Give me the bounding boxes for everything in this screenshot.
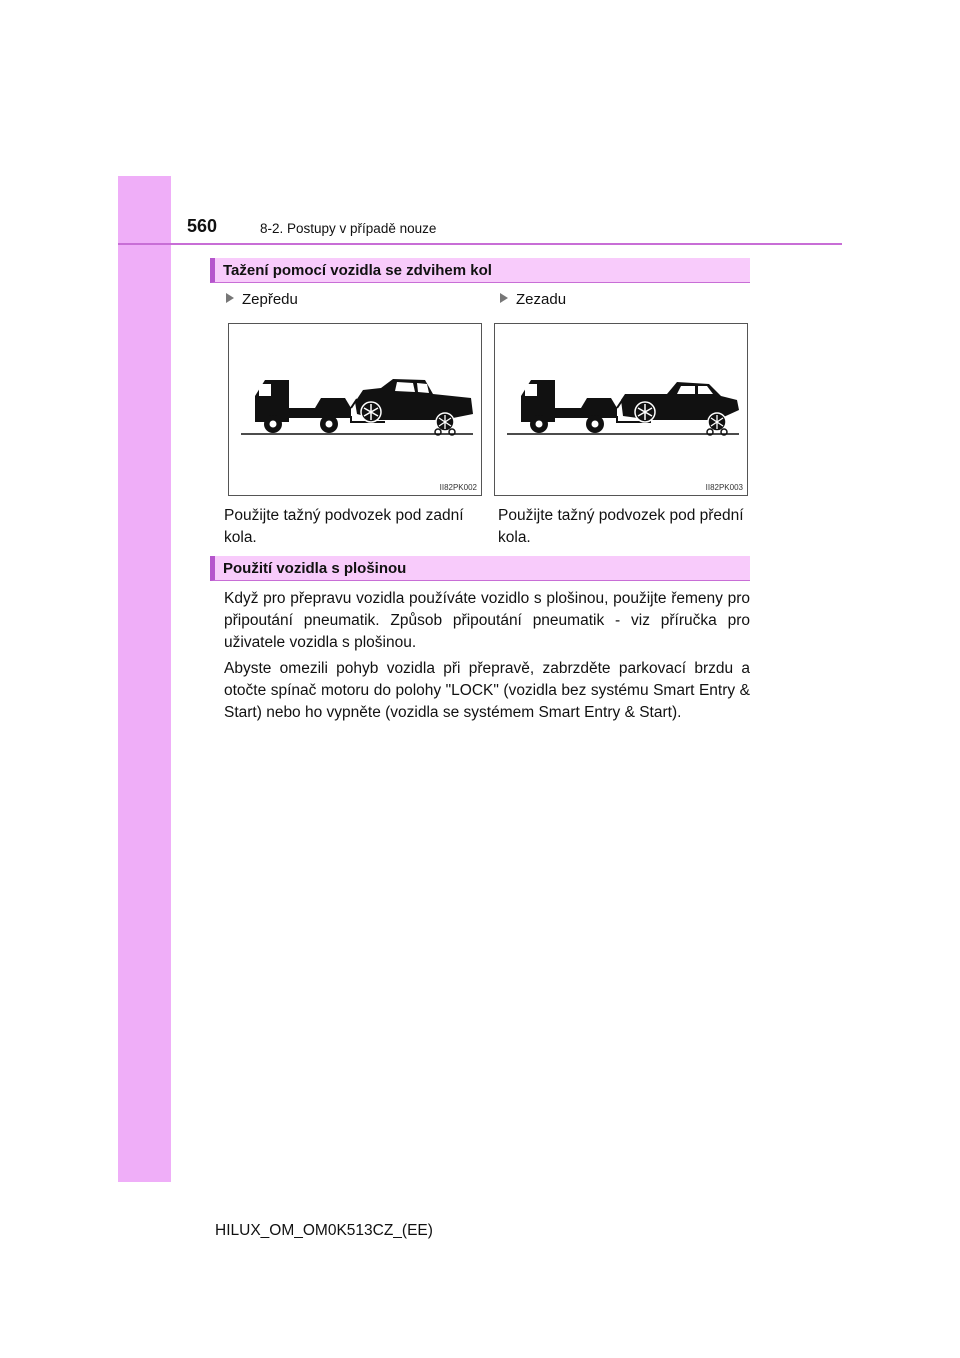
- figure-code: II82PK002: [439, 483, 477, 492]
- subheading-front: [226, 291, 298, 308]
- chapter-side-tab: [118, 176, 171, 1182]
- tow-truck-rear-illustration: [495, 324, 749, 497]
- caption-front: Použijte tažný podvozek pod zadní kola.: [224, 507, 464, 546]
- page-number: 560: [187, 216, 218, 236]
- figure-front-tow: [228, 323, 482, 496]
- caption-rear: Použijte tažný podvozek pod přední kola.: [498, 507, 744, 546]
- footer-doc-code: HILUX_OM_OM0K513CZ_(EE): [215, 1222, 433, 1239]
- paragraph-straps: Když pro přepravu vozidla používáte vozidlo s plošinou, použijte řemeny pro připoutání pneumatik. Způsob připoutání pneumatik - viz příručka pro uživatele vozidla s plošinou.: [224, 590, 750, 651]
- section-heading-flatbed: [210, 556, 750, 581]
- paragraph-parking-brake: Abyste omezili pohyb vozidla při přepravě, zabrzděte parkovací brzdu a otočte spínač motoru do polohy "LOCK" (vozidla bez systému Smart Entry & Start) nebo ho vypněte (vozidla se systémem Smart Entry & Start).: [224, 660, 750, 721]
- subheading-label: Zezadu: [516, 291, 567, 308]
- header-divider: [118, 243, 842, 245]
- section-heading-wheel-lift: [210, 258, 750, 283]
- subheading-label: Zepředu: [242, 291, 298, 308]
- figure-rear-tow: [494, 323, 748, 496]
- section-title: Tažení pomocí vozidla se zdvihem kol: [223, 262, 492, 279]
- header-section-title: 8-2. Postupy v případě nouze: [260, 221, 437, 236]
- triangle-bullet-icon: [500, 293, 508, 303]
- tow-truck-front-illustration: [229, 324, 483, 497]
- triangle-bullet-icon: [226, 293, 234, 303]
- section-title: Použití vozidla s plošinou: [223, 560, 407, 577]
- figure-code: II82PK003: [705, 483, 743, 492]
- subheading-rear: [500, 291, 566, 308]
